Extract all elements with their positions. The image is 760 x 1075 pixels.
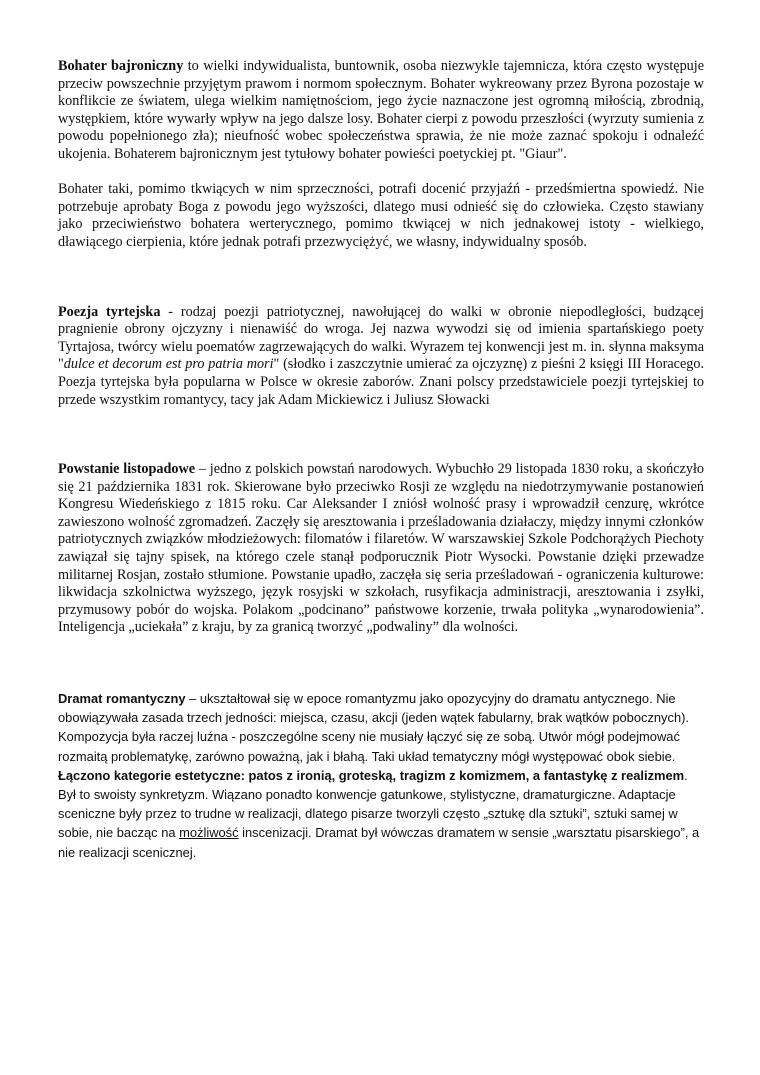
romantic-drama-paragraph: Dramat romantyczny – ukształtował się w epoce romantyzmu jako opozycyjny do dramatu antycznego. Nie obowiązywała zasada trzech jedności: miejsca, czasu, akcji (jeden wątek fabularny, brak wątków pobocznych). Kompozycja była raczej luźna - poszczególne sceny nie musiały łączyć się ze sobą. Utwór mógł podejmować rozmaitą problematykę, zarówno poważną, jak i błahą. Taki układ tematyczny mógł występować obok siebie. Łączono kategorie estetyczne: patos z ironią, groteską, tragizm z komizmem, a fantastykę z realizmem. Był to swoisty synkretyzm. Wiązano ponadto konwencje gatunkowe, stylistyczne, dramaturgiczne. Adaptacje sceniczne były przez to trudne w realizacji, dlatego pisarze tworzyli często „sztukę dla sztuki”, sztuki samej w sobie, nie bacząc na możliwość inscenizacji. Dramat był wówczas dramatem w sensie „warsztatu pisarskiego”, a nie realizacji scenicznej.: [58, 691, 700, 860]
tyrtaean-poetry-paragraph: Poezja tyrtejska - rodzaj poezji patriotycznej, nawołującej do walki w obronie niepodległości, budzącej pragnienie obrony ojczyzny i nienawiść do wroga. Jej nazwa wywodzi się od imienia spartańskiego poety Tyrtajosa, twórcy wielu poematów zagrzewających do walki. Wyrazem tej konwencji jest m. in. słynna maksyma "dulce et decorum est pro patria mori" (słodko i zaszczytnie umierać za ojczyznę) z pieśni 2 księgi III Horacego. Poezja tyrtejska była popularna w Polsce w okresie zaborów. Znani polscy przedstawiciele poezji tyrtejskiej to przede wszystkim romantycy, tacy jak Adam Mickiewicz i Juliusz Słowacki: [58, 303, 704, 408]
underlined-word: możliwość: [179, 825, 239, 841]
november-uprising-term: Powstanie listopadowe: [58, 461, 196, 478]
byronic-hero-paragraph: Bohater bajroniczny to wielki indywidualista, buntownik, osoba niezwykle tajemnicza, która często występuje przeciw powszechnie przyjętym prawom i normom społecznym. Bohater wykreowany przez Byrona pozostaje w konflikcie ze światem, ulega wielkim namiętnościom, jego życie naznaczone jest ogromną miłością, zbrodnią, występkiem, które wywarły wpływ na jego dalsze losy. Bohater cierpi z powodu przeszłości (wyrzuty sumienia z powodu popełnionego zła); nieufność wobec społeczeństwa sprawia, że nie może zaznać spokoju i odnaleźć ukojenia. Bohaterem bajronicznym jest tytułowy bohater powieści poetyckiej pt. "Giaur".: [58, 58, 704, 162]
romantic-drama-term: Dramat romantyczny: [58, 691, 186, 707]
aesthetic-categories-bold: Łączono kategorie estetyczne: patos z ironią, groteską, tragizm z komizmem, a fantastykę z realizmem: [58, 767, 685, 783]
november-uprising-paragraph: Powstanie listopadowe – jedno z polskich powstań narodowych. Wybuchło 29 listopada 1830 roku, a skończyło się 21 października 1831 rok. Skierowane było przeciwko Rosji ze względu na niedotrzymywanie postanowień Kongresu Wiedeńskiego z 1815 roku. Car Aleksander I zniósł wolność prasy i wprowadził cenzurę, wkrótce zawieszono wolność zgromadzeń. Zaczęły się aresztowania i prześladowania działaczy, między innymi członków patriotycznych związków młodzieżowych: filomatów i filaretów. W warszawskiej Szkole Podchorążych Piechoty zawiązał się tajny spisek, na którego czele stanął podporucznik Piotr Wysocki. Powstanie dzięki przewadze militarnej Rosjan, zostało stłumione. Powstanie upadło, zaczęła się seria prześladowań - ograniczenia kulturowe: likwidacja szkolnictwa wyższego, język rosyjski w szkołach, rusyfikacja administracji, aresztowania i zsyłki, przymusowy pobór do wojska. Polakom „podcinano” państwowe korzenie, trwała polityka „wynarodowienia”. Inteligencja „uciekała” z kraju, by za granicą tworzyć „podwaliny” dla wolności.: [58, 461, 704, 636]
byronic-hero-term: Bohater bajroniczny: [58, 58, 184, 74]
latin-quote: dulce et decorum est pro patria mori: [63, 356, 274, 373]
byronic-hero-paragraph-2: Bohater taki, pomimo tkwiących w nim sprzeczności, potrafi docenić przyjaźń - przedśmiertna spowiedź. Nie potrzebuje aprobaty Boga z powodu jego wyższości, dlatego musi odnieść się do człowieka. Często stawiany jako przeciwieństwo bohatera werterycznego, pomimo tkwiącej w nich jednakowej istoty - wielkiego, dławiącego cierpienia, które jednak potrafi przezwyciężyć, we własny, indywidualny sposób.: [58, 181, 704, 250]
document-page: [58, 58, 704, 862]
tyrtaean-poetry-term: Poezja tyrtejska: [58, 303, 161, 320]
